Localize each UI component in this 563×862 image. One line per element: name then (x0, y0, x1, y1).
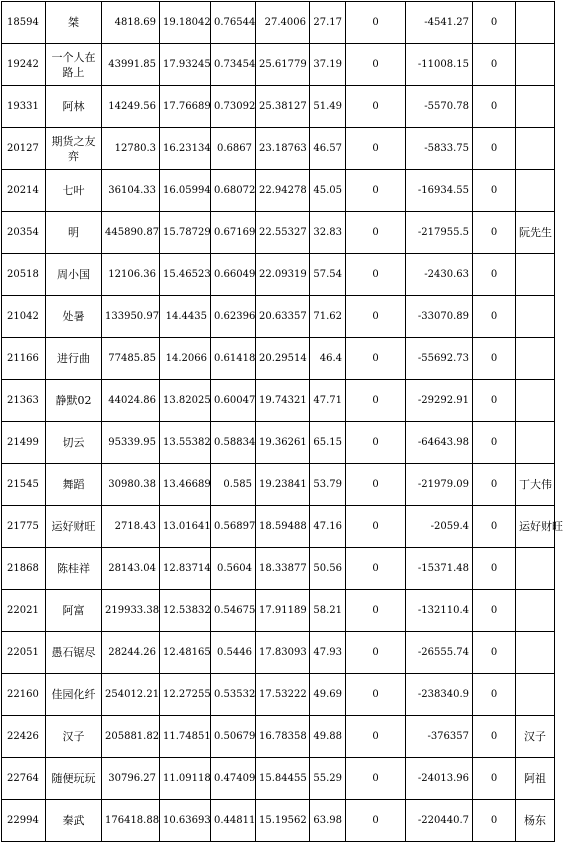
score-cell: 19.36261 (256, 422, 310, 464)
nickname-cell: 愚石锯尽 (46, 632, 102, 674)
zero-cell: 0 (346, 632, 406, 674)
ratio-cell: 0.585 (211, 464, 256, 506)
percent-cell: 49.88 (310, 716, 346, 758)
percent-cell: 47.16 (310, 506, 346, 548)
profit-loss-cell: -4541.27 (406, 2, 473, 44)
note-cell (516, 254, 555, 296)
equity-cell: 12780.3 (102, 128, 160, 170)
account-id-cell: 19242 (2, 44, 46, 86)
ratio-cell: 0.76544 (211, 2, 256, 44)
percent-cell: 32.83 (310, 212, 346, 254)
account-id-cell: 21363 (2, 380, 46, 422)
account-id-cell: 20354 (2, 212, 46, 254)
ratio-cell: 0.53532 (211, 674, 256, 716)
table-row (2, 464, 555, 506)
note-cell: 阮先生 (516, 212, 555, 254)
equity-cell: 445890.87 (102, 212, 160, 254)
return-rate-cell: 12.83714 (160, 548, 211, 590)
zero-cell: 0 (346, 800, 406, 842)
percent-cell: 37.19 (310, 44, 346, 86)
zero-cell: 0 (346, 422, 406, 464)
equity-cell: 205881.82 (102, 716, 160, 758)
account-id-cell: 22160 (2, 674, 46, 716)
equity-cell: 30796.27 (102, 758, 160, 800)
percent-cell: 58.21 (310, 590, 346, 632)
equity-cell: 36104.33 (102, 170, 160, 212)
account-id-cell: 22994 (2, 800, 46, 842)
account-id-cell: 20214 (2, 170, 46, 212)
zero-cell: 0 (346, 170, 406, 212)
score-cell: 25.38127 (256, 86, 310, 128)
profit-loss-cell: -24013.96 (406, 758, 473, 800)
zero-cell: 0 (346, 212, 406, 254)
zero-cell: 0 (346, 380, 406, 422)
nickname-cell: 进行曲 (46, 338, 102, 380)
nickname-cell: 秦武 (46, 800, 102, 842)
score-cell: 22.55327 (256, 212, 310, 254)
table-row (2, 44, 555, 86)
note-cell (516, 170, 555, 212)
note-cell (516, 2, 555, 44)
zero-flag-cell: 0 (473, 800, 516, 842)
ratio-cell: 0.60047 (211, 380, 256, 422)
zero-flag-cell: 0 (473, 674, 516, 716)
zero-cell: 0 (346, 128, 406, 170)
account-id-cell: 18594 (2, 2, 46, 44)
profit-loss-cell: -376357 (406, 716, 473, 758)
table-row (2, 422, 555, 464)
zero-flag-cell: 0 (473, 422, 516, 464)
note-cell (516, 632, 555, 674)
return-rate-cell: 14.4435 (160, 296, 211, 338)
note-cell (516, 338, 555, 380)
note-cell (516, 674, 555, 716)
percent-cell: 46.4 (310, 338, 346, 380)
zero-cell: 0 (346, 296, 406, 338)
table-row (2, 128, 555, 170)
zero-flag-cell: 0 (473, 758, 516, 800)
note-cell (516, 590, 555, 632)
nickname-cell: 桀 (46, 2, 102, 44)
equity-cell: 28143.04 (102, 548, 160, 590)
zero-flag-cell: 0 (473, 716, 516, 758)
table-row (2, 296, 555, 338)
equity-cell: 44024.86 (102, 380, 160, 422)
account-id-cell: 21868 (2, 548, 46, 590)
percent-cell: 47.71 (310, 380, 346, 422)
zero-flag-cell: 0 (473, 464, 516, 506)
ratio-cell: 0.58834 (211, 422, 256, 464)
nickname-cell: 陈桂祥 (46, 548, 102, 590)
data-table (1, 1, 563, 842)
profit-loss-cell: -2059.4 (406, 506, 473, 548)
zero-flag-cell: 0 (473, 254, 516, 296)
note-cell: 阿祖 (516, 758, 555, 800)
note-cell (516, 380, 555, 422)
equity-cell: 30980.38 (102, 464, 160, 506)
table-row (2, 590, 555, 632)
profit-loss-cell: -5833.75 (406, 128, 473, 170)
table-row (2, 254, 555, 296)
percent-cell: 47.93 (310, 632, 346, 674)
nickname-cell: 运好财旺 (46, 506, 102, 548)
table-row (2, 170, 555, 212)
return-rate-cell: 13.01641 (160, 506, 211, 548)
equity-cell: 77485.85 (102, 338, 160, 380)
score-cell: 22.94278 (256, 170, 310, 212)
return-rate-cell: 16.23134 (160, 128, 211, 170)
table-row (2, 86, 555, 128)
return-rate-cell: 11.74851 (160, 716, 211, 758)
zero-flag-cell: 0 (473, 380, 516, 422)
account-id-cell: 21499 (2, 422, 46, 464)
note-cell (516, 44, 555, 86)
return-rate-cell: 16.05994 (160, 170, 211, 212)
nickname-cell: 阿富 (46, 590, 102, 632)
return-rate-cell: 12.27255 (160, 674, 211, 716)
zero-cell: 0 (346, 338, 406, 380)
account-id-cell: 22021 (2, 590, 46, 632)
account-id-cell: 20518 (2, 254, 46, 296)
score-cell: 20.63357 (256, 296, 310, 338)
zero-cell: 0 (346, 506, 406, 548)
zero-flag-cell: 0 (473, 44, 516, 86)
note-cell: 丁大伟 (516, 464, 555, 506)
nickname-cell: 期货之友弈 (46, 128, 102, 170)
profit-loss-cell: -33070.89 (406, 296, 473, 338)
zero-flag-cell: 0 (473, 338, 516, 380)
note-cell (516, 296, 555, 338)
equity-cell: 176418.88 (102, 800, 160, 842)
score-cell: 17.53222 (256, 674, 310, 716)
table-row (2, 632, 555, 674)
account-id-cell: 21042 (2, 296, 46, 338)
return-rate-cell: 13.46689 (160, 464, 211, 506)
nickname-cell: 周小国 (46, 254, 102, 296)
ratio-cell: 0.73454 (211, 44, 256, 86)
score-cell: 23.18763 (256, 128, 310, 170)
return-rate-cell: 10.63693 (160, 800, 211, 842)
table-row (2, 716, 555, 758)
equity-cell: 14249.56 (102, 86, 160, 128)
score-cell: 25.61779 (256, 44, 310, 86)
table-row (2, 674, 555, 716)
score-cell: 15.19562 (256, 800, 310, 842)
percent-cell: 65.15 (310, 422, 346, 464)
return-rate-cell: 14.2066 (160, 338, 211, 380)
nickname-cell: 一个人在路上 (46, 44, 102, 86)
table-row (2, 758, 555, 800)
ratio-cell: 0.6867 (211, 128, 256, 170)
return-rate-cell: 13.55382 (160, 422, 211, 464)
ratio-cell: 0.54675 (211, 590, 256, 632)
nickname-cell: 处暑 (46, 296, 102, 338)
profit-loss-cell: -220440.7 (406, 800, 473, 842)
note-cell: 汉子 (516, 716, 555, 758)
table-row (2, 380, 555, 422)
score-cell: 16.78358 (256, 716, 310, 758)
profit-loss-cell: -26555.74 (406, 632, 473, 674)
ratio-cell: 0.50679 (211, 716, 256, 758)
zero-flag-cell: 0 (473, 548, 516, 590)
return-rate-cell: 15.46523 (160, 254, 211, 296)
profit-loss-cell: -15371.48 (406, 548, 473, 590)
ratio-cell: 0.67169 (211, 212, 256, 254)
zero-flag-cell: 0 (473, 2, 516, 44)
nickname-cell: 随便玩玩 (46, 758, 102, 800)
profit-loss-cell: -64643.98 (406, 422, 473, 464)
ratio-cell: 0.44811 (211, 800, 256, 842)
note-cell (516, 548, 555, 590)
profit-loss-cell: -217955.5 (406, 212, 473, 254)
zero-cell: 0 (346, 2, 406, 44)
zero-cell: 0 (346, 590, 406, 632)
score-cell: 18.33877 (256, 548, 310, 590)
nickname-cell: 阿林 (46, 86, 102, 128)
zero-cell: 0 (346, 44, 406, 86)
zero-cell: 0 (346, 548, 406, 590)
account-id-cell: 22051 (2, 632, 46, 674)
note-cell (516, 422, 555, 464)
return-rate-cell: 17.76689 (160, 86, 211, 128)
equity-cell: 133950.97 (102, 296, 160, 338)
ratio-cell: 0.68072 (211, 170, 256, 212)
zero-cell: 0 (346, 716, 406, 758)
zero-cell: 0 (346, 254, 406, 296)
table-row (2, 212, 555, 254)
table-body (2, 2, 563, 842)
profit-loss-cell: -5570.78 (406, 86, 473, 128)
equity-cell: 12106.36 (102, 254, 160, 296)
nickname-cell: 七叶 (46, 170, 102, 212)
nickname-cell: 静默02 (46, 380, 102, 422)
zero-cell: 0 (346, 758, 406, 800)
percent-cell: 46.57 (310, 128, 346, 170)
account-id-cell: 19331 (2, 86, 46, 128)
percent-cell: 63.98 (310, 800, 346, 842)
score-cell: 27.4006 (256, 2, 310, 44)
nickname-cell: 切云 (46, 422, 102, 464)
nickname-cell: 舞蹈 (46, 464, 102, 506)
score-cell: 17.91189 (256, 590, 310, 632)
profit-loss-cell: -11008.15 (406, 44, 473, 86)
percent-cell: 50.56 (310, 548, 346, 590)
nickname-cell: 明 (46, 212, 102, 254)
profit-loss-cell: -55692.73 (406, 338, 473, 380)
score-cell: 19.23841 (256, 464, 310, 506)
equity-cell: 254012.21 (102, 674, 160, 716)
zero-flag-cell: 0 (473, 506, 516, 548)
ratio-cell: 0.66049 (211, 254, 256, 296)
account-id-cell: 21166 (2, 338, 46, 380)
profit-loss-cell: -29292.91 (406, 380, 473, 422)
equity-cell: 2718.43 (102, 506, 160, 548)
table-row (2, 338, 555, 380)
zero-cell: 0 (346, 674, 406, 716)
ratio-cell: 0.73092 (211, 86, 256, 128)
equity-cell: 4818.69 (102, 2, 160, 44)
profit-loss-cell: -2430.63 (406, 254, 473, 296)
table-row (2, 548, 555, 590)
return-rate-cell: 15.78729 (160, 212, 211, 254)
percent-cell: 27.17 (310, 2, 346, 44)
zero-flag-cell: 0 (473, 86, 516, 128)
percent-cell: 53.79 (310, 464, 346, 506)
note-cell (516, 86, 555, 128)
zero-flag-cell: 0 (473, 212, 516, 254)
return-rate-cell: 17.93245 (160, 44, 211, 86)
percent-cell: 49.69 (310, 674, 346, 716)
ratio-cell: 0.62396 (211, 296, 256, 338)
account-id-cell: 21545 (2, 464, 46, 506)
nickname-cell: 汉子 (46, 716, 102, 758)
zero-cell: 0 (346, 464, 406, 506)
score-cell: 22.09319 (256, 254, 310, 296)
return-rate-cell: 11.09118 (160, 758, 211, 800)
note-cell (516, 128, 555, 170)
profit-loss-cell: -238340.9 (406, 674, 473, 716)
profit-loss-cell: -21979.09 (406, 464, 473, 506)
profit-loss-cell: -16934.55 (406, 170, 473, 212)
ratio-cell: 0.56897 (211, 506, 256, 548)
zero-flag-cell: 0 (473, 590, 516, 632)
table-row (2, 2, 555, 44)
score-cell: 19.74321 (256, 380, 310, 422)
zero-cell: 0 (346, 86, 406, 128)
account-id-cell: 20127 (2, 128, 46, 170)
return-rate-cell: 13.82025 (160, 380, 211, 422)
score-cell: 18.59488 (256, 506, 310, 548)
equity-cell: 219933.38 (102, 590, 160, 632)
zero-flag-cell: 0 (473, 632, 516, 674)
equity-cell: 43991.85 (102, 44, 160, 86)
table-row (2, 800, 555, 842)
score-cell: 20.29514 (256, 338, 310, 380)
equity-cell: 95339.95 (102, 422, 160, 464)
ratio-cell: 0.5604 (211, 548, 256, 590)
ratio-cell: 0.61418 (211, 338, 256, 380)
percent-cell: 45.05 (310, 170, 346, 212)
percent-cell: 71.62 (310, 296, 346, 338)
percent-cell: 57.54 (310, 254, 346, 296)
note-cell: 运好财旺 (516, 506, 555, 548)
profit-loss-cell: -132110.4 (406, 590, 473, 632)
zero-flag-cell: 0 (473, 170, 516, 212)
score-cell: 17.83093 (256, 632, 310, 674)
percent-cell: 51.49 (310, 86, 346, 128)
table-row (2, 506, 555, 548)
zero-flag-cell: 0 (473, 128, 516, 170)
percent-cell: 55.29 (310, 758, 346, 800)
account-id-cell: 22426 (2, 716, 46, 758)
account-id-cell: 22764 (2, 758, 46, 800)
return-rate-cell: 19.18042 (160, 2, 211, 44)
account-id-cell: 21775 (2, 506, 46, 548)
return-rate-cell: 12.48165 (160, 632, 211, 674)
equity-cell: 28244.26 (102, 632, 160, 674)
score-cell: 15.84455 (256, 758, 310, 800)
return-rate-cell: 12.53832 (160, 590, 211, 632)
ratio-cell: 0.5446 (211, 632, 256, 674)
zero-flag-cell: 0 (473, 296, 516, 338)
note-cell: 杨东 (516, 800, 555, 842)
nickname-cell: 佳园化纤 (46, 674, 102, 716)
ratio-cell: 0.47409 (211, 758, 256, 800)
